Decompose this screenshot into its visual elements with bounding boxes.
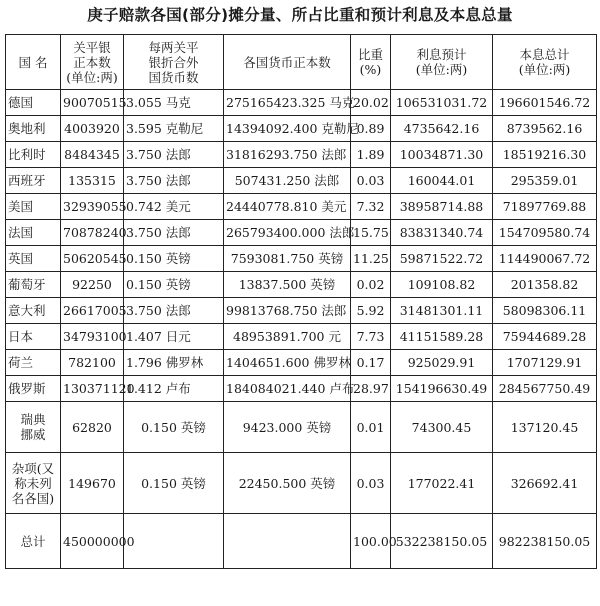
cell-country: 法国: [6, 220, 61, 246]
cell-interest: 31481301.11: [391, 298, 493, 324]
cell-country: 奥地利: [6, 116, 61, 142]
header-country: 国 名: [6, 35, 61, 90]
cell-total: 114490067.72: [493, 246, 597, 272]
cell-share: 7.73: [351, 324, 391, 350]
cell-share: 0.03: [351, 168, 391, 194]
cell-foreign: 13837.500 英镑: [224, 272, 351, 298]
cell-rate: 0.150 英镑: [124, 272, 224, 298]
cell-principal: 90070515: [61, 90, 124, 116]
cell-foreign: 265793400.000 法郎: [224, 220, 351, 246]
cell-share: 0.89: [351, 116, 391, 142]
cell-interest: 41151589.28: [391, 324, 493, 350]
cell-interest: 154196630.49: [391, 376, 493, 402]
table-row: [6, 142, 597, 168]
cell-foreign: 24440778.810 美元: [224, 194, 351, 220]
header-rate: 每两关平 银折合外 国货币数: [124, 35, 224, 90]
cell-country: 瑞典 挪威: [6, 402, 61, 453]
cell-rate: 3.750 法郎: [124, 168, 224, 194]
cell-interest: 925029.91: [391, 350, 493, 376]
cell-rate: 1.412 卢布: [124, 376, 224, 402]
cell-total: 154709580.74: [493, 220, 597, 246]
indemnity-table: [5, 34, 597, 569]
cell-principal: 26617005: [61, 298, 124, 324]
cell-rate: 1.407 日元: [124, 324, 224, 350]
table-row: [6, 220, 597, 246]
cell-share: 0.02: [351, 272, 391, 298]
cell-interest: 10034871.30: [391, 142, 493, 168]
cell-interest: 59871522.72: [391, 246, 493, 272]
cell-principal: 70878240: [61, 220, 124, 246]
cell-foreign: 48953891.700 元: [224, 324, 351, 350]
cell-share: 5.92: [351, 298, 391, 324]
table-row: [6, 350, 597, 376]
cell-foreign: 22450.500 英镑: [224, 453, 351, 514]
cell-interest: 83831340.74: [391, 220, 493, 246]
cell-principal: 62820: [61, 402, 124, 453]
total-total: 982238150.05: [493, 514, 597, 569]
cell-share: 11.25: [351, 246, 391, 272]
cell-rate: 0.150 英镑: [124, 246, 224, 272]
cell-rate: 3.750 法郎: [124, 298, 224, 324]
cell-share: 15.75: [351, 220, 391, 246]
cell-rate: 3.055 马克: [124, 90, 224, 116]
cell-principal: 92250: [61, 272, 124, 298]
cell-share: 28.97: [351, 376, 391, 402]
table-row: [6, 376, 597, 402]
cell-total: 71897769.88: [493, 194, 597, 220]
cell-country: 荷兰: [6, 350, 61, 376]
table-row: [6, 402, 597, 453]
cell-country: 比利时: [6, 142, 61, 168]
cell-total: 326692.41: [493, 453, 597, 514]
cell-share: 20.02: [351, 90, 391, 116]
table-row: [6, 168, 597, 194]
cell-principal: 4003920: [61, 116, 124, 142]
cell-principal: 130371120: [61, 376, 124, 402]
cell-principal: 34793100: [61, 324, 124, 350]
cell-foreign: 31816293.750 法郎: [224, 142, 351, 168]
cell-share: 1.89: [351, 142, 391, 168]
cell-interest: 160044.01: [391, 168, 493, 194]
cell-foreign: 7593081.750 英镑: [224, 246, 351, 272]
cell-total: 1707129.91: [493, 350, 597, 376]
cell-interest: 4735642.16: [391, 116, 493, 142]
cell-rate: 0.150 英镑: [124, 453, 224, 514]
cell-total: 8739562.16: [493, 116, 597, 142]
total-principal: 450000000: [61, 514, 124, 569]
cell-foreign: 275165423.325 马克: [224, 90, 351, 116]
total-interest: 532238150.05: [391, 514, 493, 569]
cell-total: 196601546.72: [493, 90, 597, 116]
cell-country: 意大利: [6, 298, 61, 324]
cell-total: 18519216.30: [493, 142, 597, 168]
cell-interest: 38958714.88: [391, 194, 493, 220]
cell-rate: 3.750 法郎: [124, 220, 224, 246]
cell-principal: 32939055: [61, 194, 124, 220]
cell-total: 75944689.28: [493, 324, 597, 350]
cell-principal: 50620545: [61, 246, 124, 272]
cell-total: 58098306.11: [493, 298, 597, 324]
table-row: [6, 246, 597, 272]
cell-interest: 109108.82: [391, 272, 493, 298]
cell-principal: 782100: [61, 350, 124, 376]
total-rate-empty: [124, 514, 224, 569]
cell-share: 0.17: [351, 350, 391, 376]
cell-foreign: 184084021.440 卢布: [224, 376, 351, 402]
cell-foreign: 99813768.750 法郎: [224, 298, 351, 324]
cell-rate: 3.750 法郎: [124, 142, 224, 168]
cell-country: 西班牙: [6, 168, 61, 194]
cell-principal: 8484345: [61, 142, 124, 168]
table-row: [6, 194, 597, 220]
cell-country: 杂项(又 称未列 名各国): [6, 453, 61, 514]
header-row: [6, 35, 597, 90]
total-row: [6, 514, 597, 569]
cell-foreign: 1404651.600 佛罗林: [224, 350, 351, 376]
cell-total: 137120.45: [493, 402, 597, 453]
cell-share: 0.03: [351, 453, 391, 514]
cell-rate: 0.150 英镑: [124, 402, 224, 453]
cell-country: 美国: [6, 194, 61, 220]
cell-rate: 3.595 克勒尼: [124, 116, 224, 142]
table-row: [6, 324, 597, 350]
cell-country: 日本: [6, 324, 61, 350]
table-row: [6, 272, 597, 298]
table-row: [6, 116, 597, 142]
cell-share: 7.32: [351, 194, 391, 220]
table-row: [6, 90, 597, 116]
cell-share: 0.01: [351, 402, 391, 453]
header-share: 比重 (%): [351, 35, 391, 90]
cell-country: 葡萄牙: [6, 272, 61, 298]
cell-principal: 135315: [61, 168, 124, 194]
cell-country: 俄罗斯: [6, 376, 61, 402]
cell-total: 295359.01: [493, 168, 597, 194]
total-share: 100.00: [351, 514, 391, 569]
header-interest: 利息预计 (单位:两): [391, 35, 493, 90]
cell-principal: 149670: [61, 453, 124, 514]
header-foreign: 各国货币正本数: [224, 35, 351, 90]
cell-interest: 106531031.72: [391, 90, 493, 116]
header-principal: 关平银 正本数 (单位:两): [61, 35, 124, 90]
cell-country: 德国: [6, 90, 61, 116]
header-total: 本息总计 (单位:两): [493, 35, 597, 90]
total-label: 总计: [6, 514, 61, 569]
table-row: [6, 453, 597, 514]
cell-country: 英国: [6, 246, 61, 272]
total-foreign-empty: [224, 514, 351, 569]
cell-interest: 177022.41: [391, 453, 493, 514]
cell-foreign: 14394092.400 克勒尼: [224, 116, 351, 142]
table-row: [6, 298, 597, 324]
cell-foreign: 507431.250 法郎: [224, 168, 351, 194]
cell-interest: 74300.45: [391, 402, 493, 453]
cell-total: 284567750.49: [493, 376, 597, 402]
cell-total: 201358.82: [493, 272, 597, 298]
cell-rate: 0.742 美元: [124, 194, 224, 220]
table-title: 庚子赔款各国(部分)摊分量、所占比重和预计利息及本息总量: [87, 6, 513, 24]
cell-foreign: 9423.000 英镑: [224, 402, 351, 453]
cell-rate: 1.796 佛罗林: [124, 350, 224, 376]
